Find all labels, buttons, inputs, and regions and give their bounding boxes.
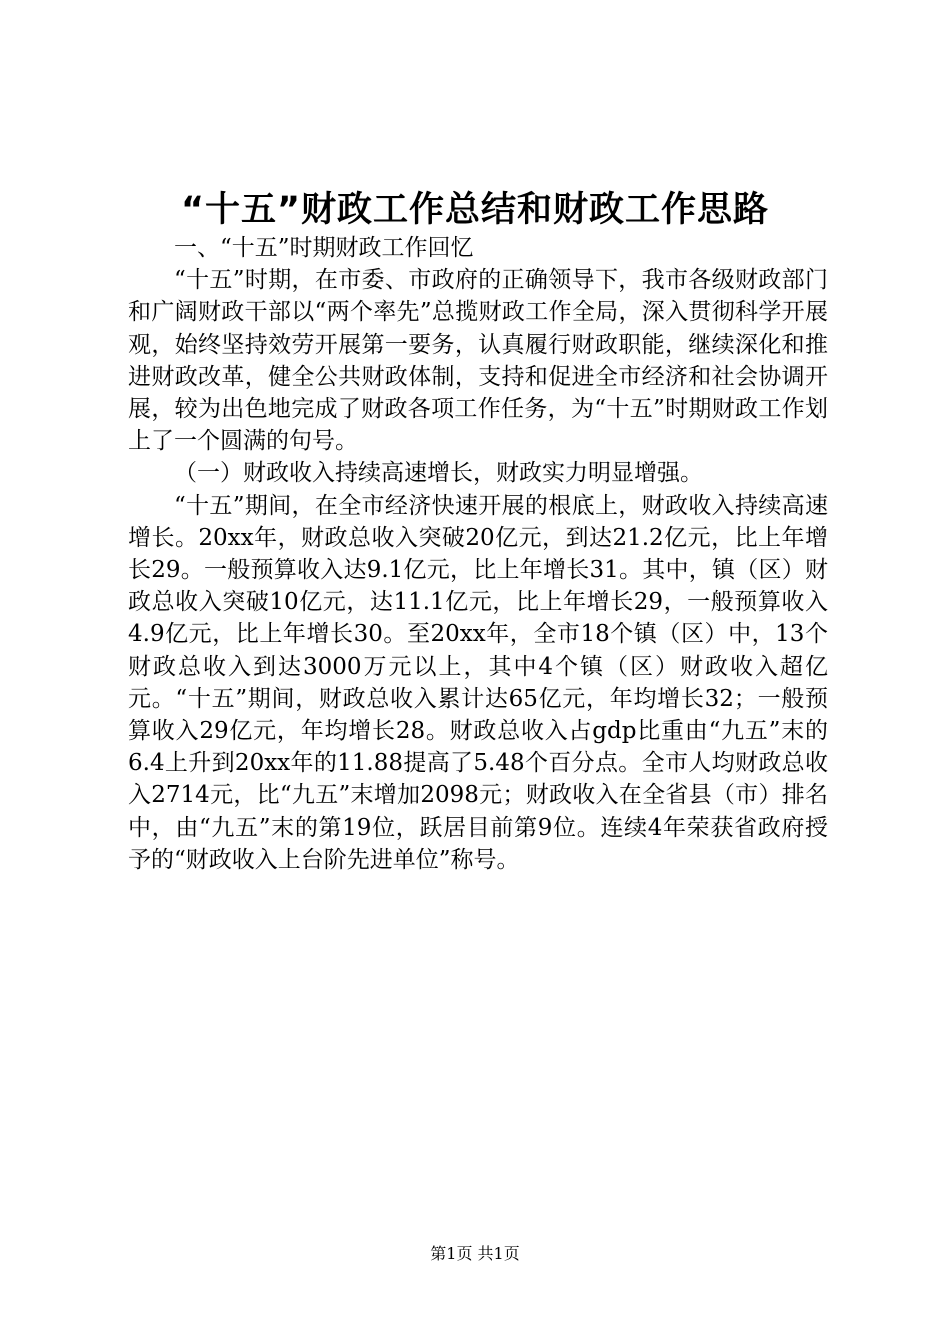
page-number-footer: 第1页 共1页 — [430, 1244, 520, 1263]
document-body — [128, 232, 828, 876]
section-heading: 一、“十五”时期财政工作回忆 — [174, 235, 474, 261]
body-paragraph: “十五”期间，在全市经济快速开展的根底上，财政收入持续高速增长。20xx年，财政总收入突破20亿元，到达21.2亿元，比上年增长29。一般预算收入达9.1亿元，比上年增长31。其中，镇（区）财政总收入突破10亿元，达11.1亿元，比上年增长29，一般预算收入4.9亿元，比上年增长30。至20xx年，全市18个镇（区）中，13个财政总收入到达3000万元以上，其中4个镇（区）财政收入超亿元。“十五”期间，财政总收入累计达65亿元，年均增长32；一般预算收入29亿元，年均增长28。财政总收入占gdp比重由“九五”末的6.4上升到20xx年的11.88提高了5.48个百分点。全市人均财政总收入2714元，比“九五”末增加2098元；财政收入在全省县（市）排名中，由“九五”末的第19位，跃居目前第9位。连续4年荣获省政府授予的“财政收入上台阶先进单位”称号。 — [128, 492, 828, 873]
body-paragraph: “十五”时期，在市委、市政府的正确领导下，我市各级财政部门和广阔财政干部以“两个率先”总揽财政工作全局，深入贯彻科学开展观，始终坚持效劳开展第一要务，认真履行财政职能，继续深化和推进财政改革，健全公共财政体制，支持和促进全市经济和社会协调开展，较为出色地完成了财政各项工作任务，为“十五”时期财政工作划上了一个圆满的句号。 — [128, 267, 828, 455]
subsection-heading: （一）财政收入持续高速增长，财政实力明显增强。 — [174, 460, 703, 487]
document-title: “十五”财政工作总结和财政工作思路 — [180, 190, 769, 230]
